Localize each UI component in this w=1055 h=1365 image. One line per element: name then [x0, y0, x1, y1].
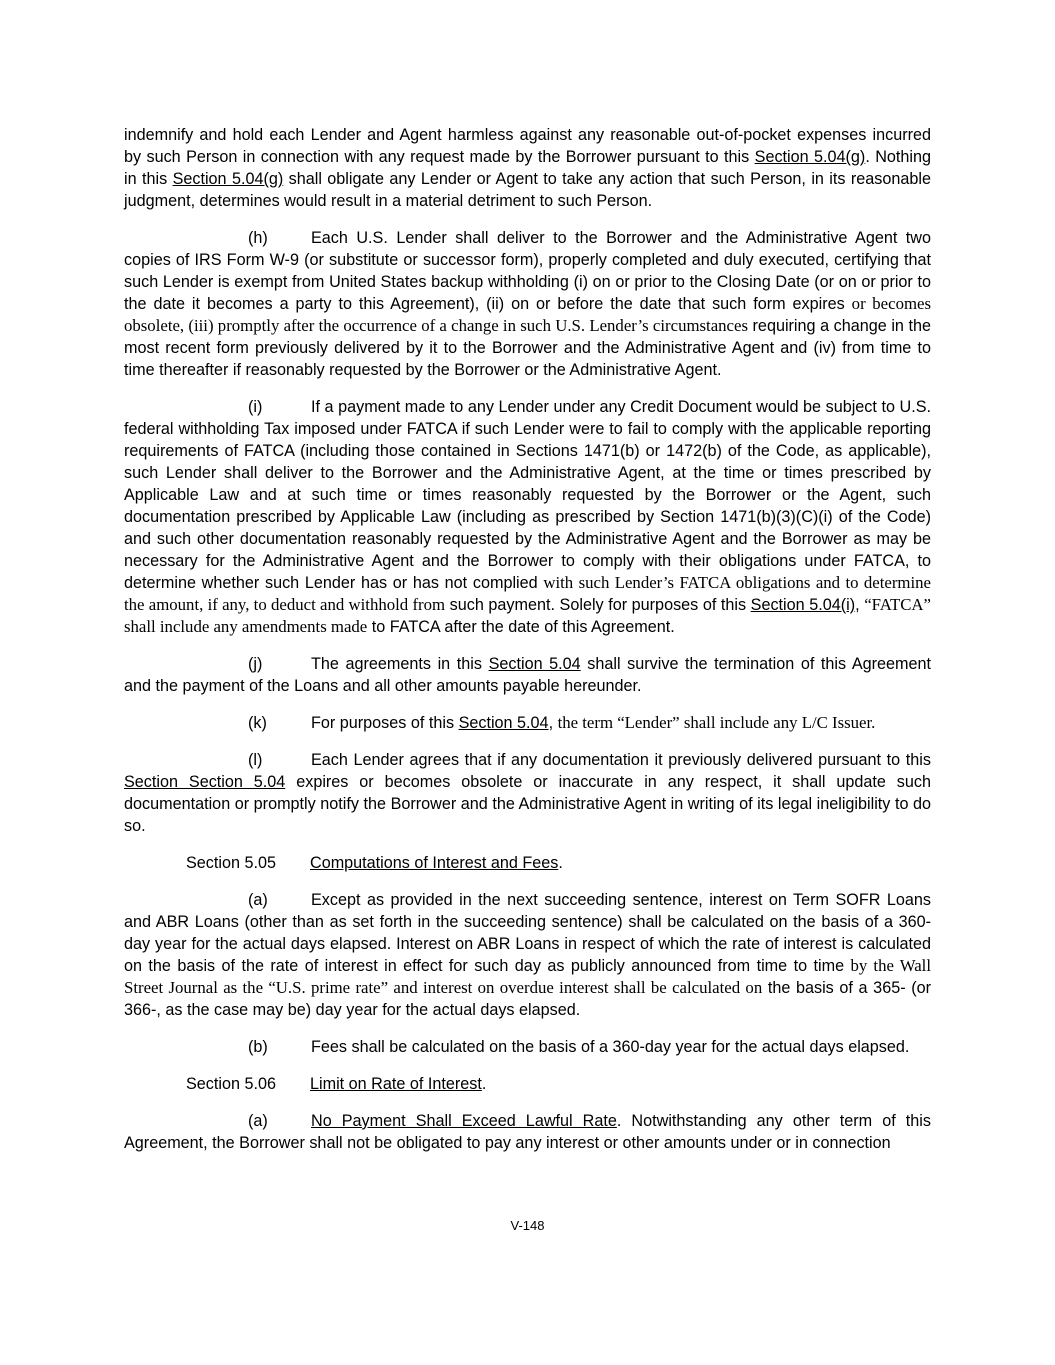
section-title: Limit on Rate of Interest [310, 1075, 482, 1093]
paragraph-h: (h) Each U.S. Lender shall deliver to the Borrower and the Administrative Agent two copies of IRS Form W-9 (or substitute or successor form), properly completed and duly executed, certifying that such Lender is exempt from United States backup withholding (i) on or prior to the Closing Date (or on or prior to the date it becomes a party to this Agreement), (ii) on or before the date that such form expires or becomes obsolete, (iii) promptly after the occurrence of a change in such U.S. Lender’s circumstances requiring a change in the most recent form previously delivered by it to the Borrower and the Administrative Agent and (iv) from time to time thereafter if reasonably requested by the Borrower or the Administrative Agent. [124, 229, 932, 379]
section-reference-link[interactable]: Section 5.04(g) [172, 170, 284, 188]
section-heading-5-06: Section 5.06 Limit on Rate of Interest. [186, 1075, 487, 1093]
document-page [124, 124, 931, 1169]
subsection-title: No Payment Shall Exceed Lawful Rate [311, 1112, 617, 1130]
clause-label: (i) [248, 398, 263, 416]
section-title: Computations of Interest and Fees [310, 854, 559, 872]
paragraph-i: (i) If a payment made to any Lender under any Credit Document would be subject to U.S. federal withholding Tax imposed under FATCA if such Lender were to fail to comply with the applicable reporting requirements of FATCA (including those contained in Sections 1471(b) or 1472(b) of the Code, as applicable), such Lender shall deliver to the Borrower and the Administrative Agent, at the time or times prescribed by Applicable Law and at such time or times reasonably requested by the Borrower or the Agent, such documentation prescribed by Applicable Law (including as prescribed by Section 1471(b)(3)(C)(i) of the Code) and such other documentation reasonably requested by the Administrative Agent and the Borrower as may be necessary for the Administrative Agent and the Borrower to comply with their obligations under FATCA, to determine whether such Lender has or has not complied with such Lender’s FATCA obligations and to determine the amount, if any, to deduct and withhold from such payment. Solely for purposes of this Section 5.04(i), “FATCA” shall include any amendments made to FATCA after the date of this Agreement. [124, 398, 931, 636]
paragraph-5-05-a: (a) Except as provided in the next succeeding sentence, interest on Term SOFR Loans and ABR Loans (other than as set forth in the succeeding sentence) shall be calculated on the basis of a 360-day year for the actual days elapsed. Interest on ABR Loans in respect of which the rate of interest is calculated on the basis of the rate of interest in effect for such day as publicly announced from time to time by the Wall Street Journal as the “U.S. prime rate” and interest on overdue interest shall be calculated on the basis of a 365- (or 366-, as the case may be) day year for the actual days elapsed. [124, 891, 932, 1019]
paragraph-j: (j) The agreements in this Section 5.04 shall survive the termination of this Agreement and the payment of the Loans and all other amounts payable hereunder. [124, 655, 932, 695]
clause-label: (a) [248, 891, 268, 909]
clause-label: (l) [248, 751, 263, 769]
clause-label: (k) [248, 714, 267, 732]
section-reference-link[interactable]: Section 5.04 [488, 655, 581, 673]
paragraph-l: (l) Each Lender agrees that if any documentation it previously delivered pursuant to this Section Section 5.04 expires or becomes obsolete or inaccurate in any respect, it shall update such documentation or promptly notify the Borrower and the Administrative Agent in writing of its legal ineligibility to do so. [124, 751, 931, 835]
clause-label: (h) [248, 229, 268, 247]
clause-label: (a) [248, 1112, 268, 1130]
paragraph-5-06-a: (a) No Payment Shall Exceed Lawful Rate. Notwithstanding any other term of this Agreement, the Borrower shall not be obligated to pay any interest or other amounts under or in connection [124, 1112, 931, 1152]
section-reference-link[interactable]: Section Section 5.04 [124, 773, 286, 791]
page-number: V-148 [510, 1218, 545, 1233]
section-number: Section 5.05 [186, 854, 276, 872]
paragraph-5-05-b: (b) Fees shall be calculated on the basis of a 360-day year for the actual days elapsed. [248, 1038, 910, 1056]
section-reference-link[interactable]: Section 5.04(g) [754, 148, 866, 166]
clause-label: (j) [248, 655, 263, 673]
section-heading-5-05: Section 5.05 Computations of Interest and Fees. [186, 854, 563, 872]
section-number: Section 5.06 [186, 1075, 276, 1093]
section-reference-link[interactable]: Section 5.04(i) [750, 596, 856, 614]
section-reference-link[interactable]: Section 5.04 [458, 714, 549, 732]
clause-label: (b) [248, 1038, 268, 1056]
paragraph-k: (k) For purposes of this Section 5.04, the term “Lender” shall include any L/C Issuer. [248, 713, 876, 732]
paragraph-continuation: indemnify and hold each Lender and Agent harmless against any reasonable out-of-pocket expenses incurred by such Person in connection with any request made by the Borrower pursuant to this Section 5.04(g). Nothing in this Section 5.04(g) shall obligate any Lender or Agent to take any action that such Person, in its reasonable judgment, determines would result in a material detriment to such Person. [124, 126, 931, 210]
